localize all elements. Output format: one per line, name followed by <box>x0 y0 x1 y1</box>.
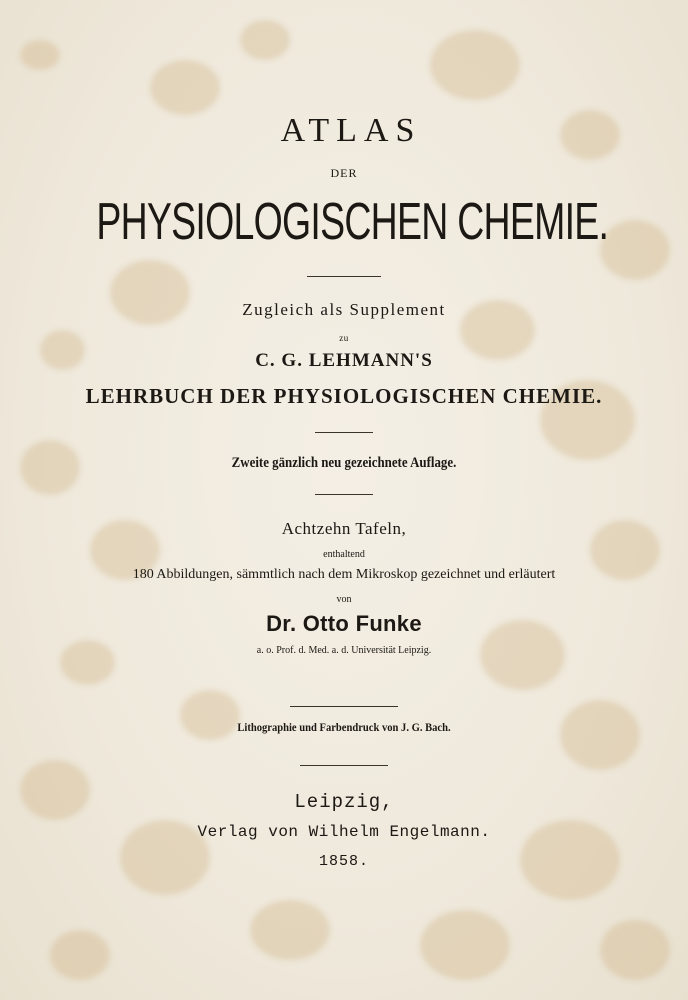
stain <box>420 910 510 980</box>
stain <box>250 900 330 960</box>
divider-rule <box>315 432 373 433</box>
plates-line: Achtzehn Tafeln, <box>281 519 407 538</box>
containing-line: enthaltend <box>323 549 365 560</box>
illustrations-line: 180 Abbildungen, sämmtlich nach dem Mikroskop gezeichnet und erläutert <box>132 567 556 582</box>
main-title: PHYSIOLOGISCHEN CHEMIE. <box>96 193 609 251</box>
divider-rule <box>290 706 398 707</box>
lithography-line: Lithographie und Farbendruck von J. G. Bach. <box>237 720 451 734</box>
title-atlas: ATLAS <box>280 112 422 149</box>
title-der: DER <box>330 166 358 180</box>
stain <box>150 60 220 115</box>
year-line: 1858. <box>318 853 369 870</box>
stain <box>240 20 290 60</box>
edition-line: Zweite gänzlich neu gezeichnete Auflage. <box>231 455 457 471</box>
zu-line: zu <box>339 333 349 343</box>
publisher-line: Verlag von Wilhelm Engelmann. <box>197 823 491 841</box>
by-line: von <box>336 594 352 605</box>
divider-rule <box>315 494 373 495</box>
author-name: Dr. Otto Funke <box>266 611 422 636</box>
stain <box>50 930 110 980</box>
stain <box>560 700 640 770</box>
author-reference: C. G. LEHMANN'S <box>255 350 433 371</box>
divider-rule <box>307 276 381 277</box>
divider-rule <box>300 765 388 766</box>
stain <box>430 30 520 100</box>
book-title: LEHRBUCH DER PHYSIOLOGISCHEN CHEMIE. <box>85 384 603 408</box>
supplement-line: Zugleich als Supplement <box>242 300 446 319</box>
stain <box>20 40 60 70</box>
stain <box>600 920 670 980</box>
city-line: Leipzig, <box>294 791 394 813</box>
stain <box>600 220 670 280</box>
author-title: a. o. Prof. d. Med. a. d. Universität Leipzig. <box>256 645 432 656</box>
